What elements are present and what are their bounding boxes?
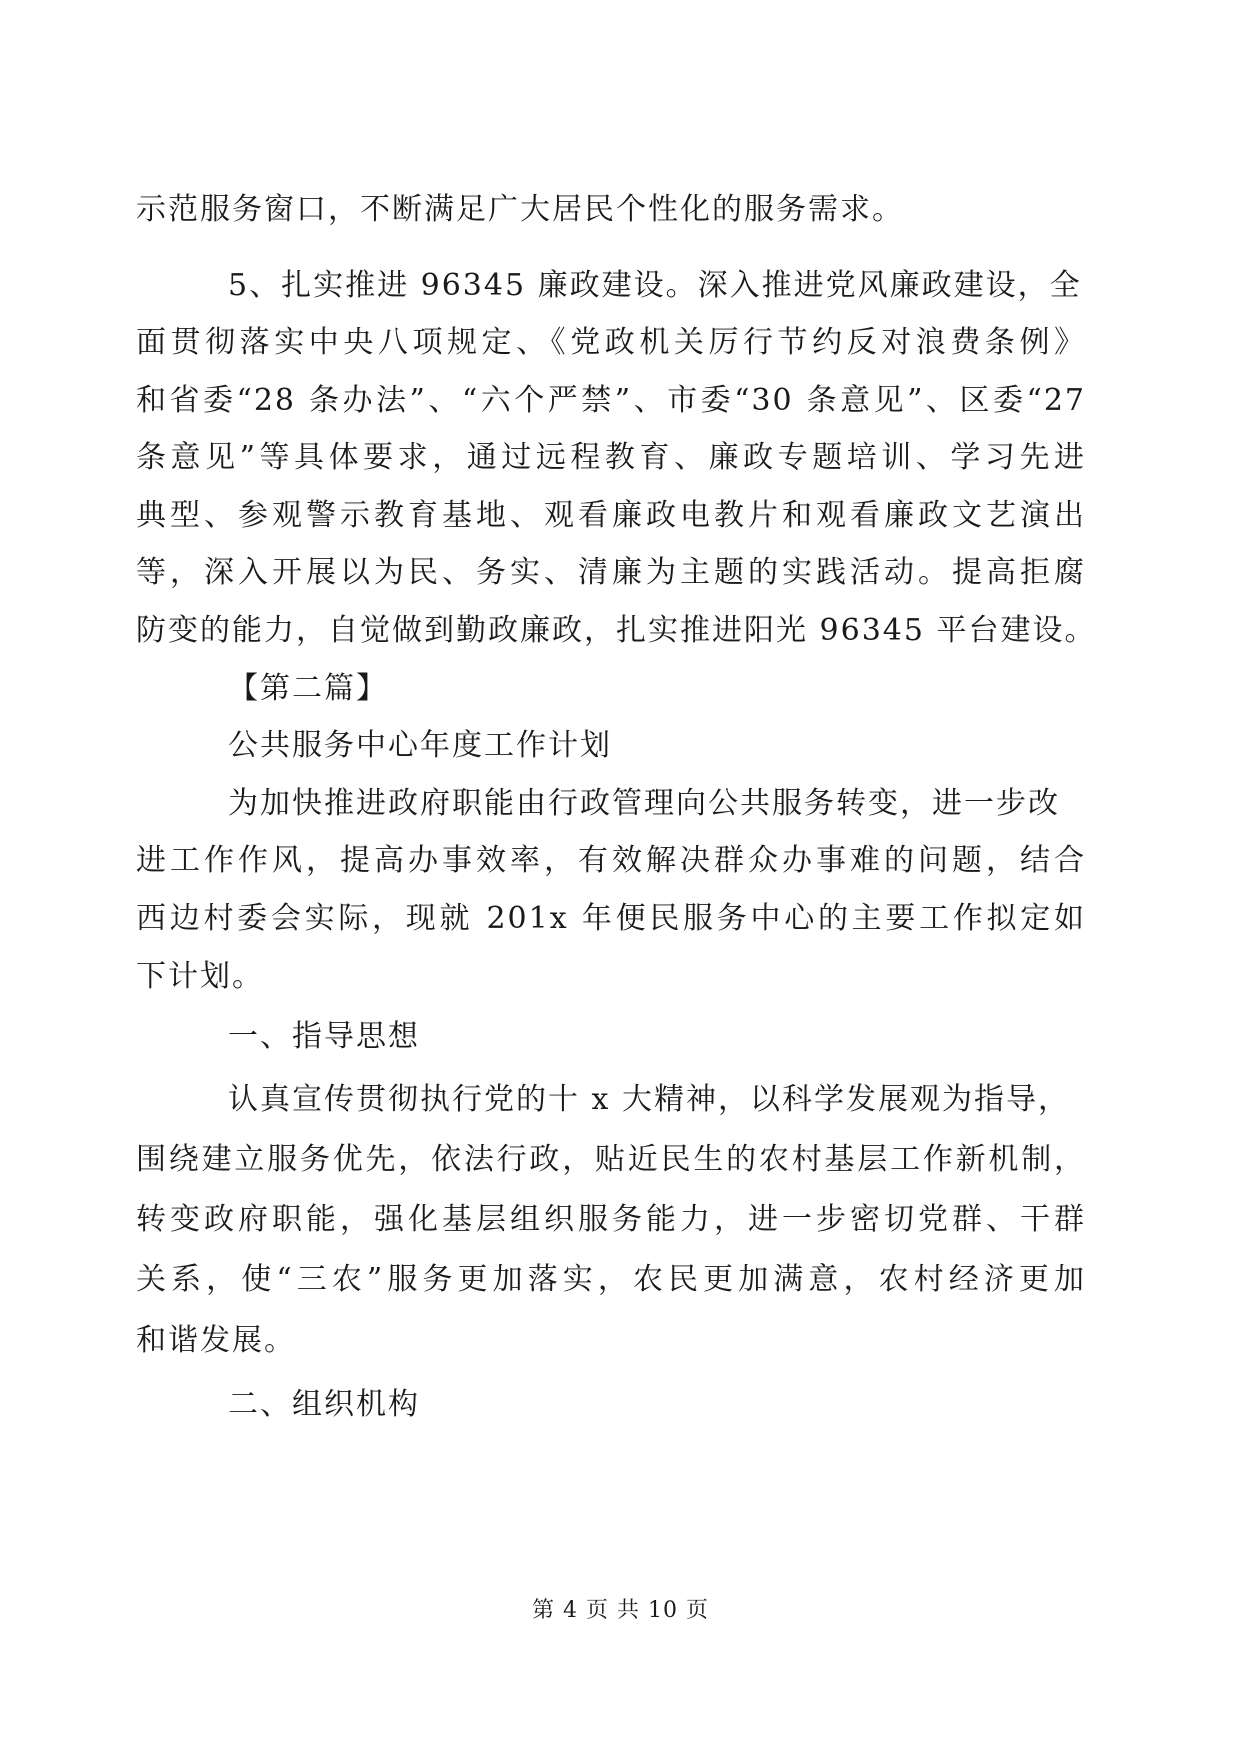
document-title: 公共服务中心年度工作计划 (228, 728, 612, 763)
paragraph-line: 认真宣传贯彻执行党的十 x 大精神，以科学发展观为指导， (228, 1082, 1070, 1117)
paragraph-line: 围绕建立服务优先，依法行政，贴近民生的农村基层工作新机制， (136, 1142, 1086, 1177)
paragraph-line: 5、扎实推进 96345 廉政建设。深入推进党风廉政建设，全 (228, 268, 1082, 303)
paragraph-line: 西边村委会实际，现就 201x 年便民服务中心的主要工作拟定如 (136, 901, 1086, 936)
paragraph-line: 防变的能力，自觉做到勤政廉政，扎实推进阳光 96345 平台建设。 (136, 613, 1097, 648)
section-heading: 二、组织机构 (228, 1387, 420, 1422)
paragraph-line: 下计划。 (136, 959, 264, 994)
paragraph-line: 和谐发展。 (136, 1323, 296, 1358)
paragraph-line: 面贯彻落实中央八项规定、《党政机关厉行节约反对浪费条例》 (136, 325, 1086, 360)
paragraph-line: 示范服务窗口，不断满足广大居民个性化的服务需求。 (136, 192, 904, 227)
page-footer: 第 4 页 共 10 页 (532, 1598, 709, 1623)
paragraph-line: 条意见”等具体要求，通过远程教育、廉政专题培训、学习先进 (136, 440, 1086, 475)
section-heading: 一、指导思想 (228, 1019, 420, 1054)
paragraph-line: 等，深入开展以为民、务实、清廉为主题的实践活动。提高拒腐 (136, 555, 1086, 590)
paragraph-line: 和省委“28 条办法”、“六个严禁”、市委“30 条意见”、区委“27 (136, 383, 1086, 418)
paragraph-line: 典型、参观警示教育基地、观看廉政电教片和观看廉政文艺演出 (136, 498, 1086, 533)
section-heading: 【第二篇】 (228, 671, 388, 706)
paragraph-line: 为加快推进政府职能由行政管理向公共服务转变，进一步改 (228, 786, 1060, 821)
paragraph-line: 转变政府职能，强化基层组织服务能力，进一步密切党群、干群 (136, 1202, 1086, 1237)
paragraph-line: 进工作作风，提高办事效率，有效解决群众办事难的问题，结合 (136, 843, 1086, 878)
paragraph-line: 关系，使“三农”服务更加落实，农民更加满意，农村经济更加 (136, 1262, 1086, 1297)
